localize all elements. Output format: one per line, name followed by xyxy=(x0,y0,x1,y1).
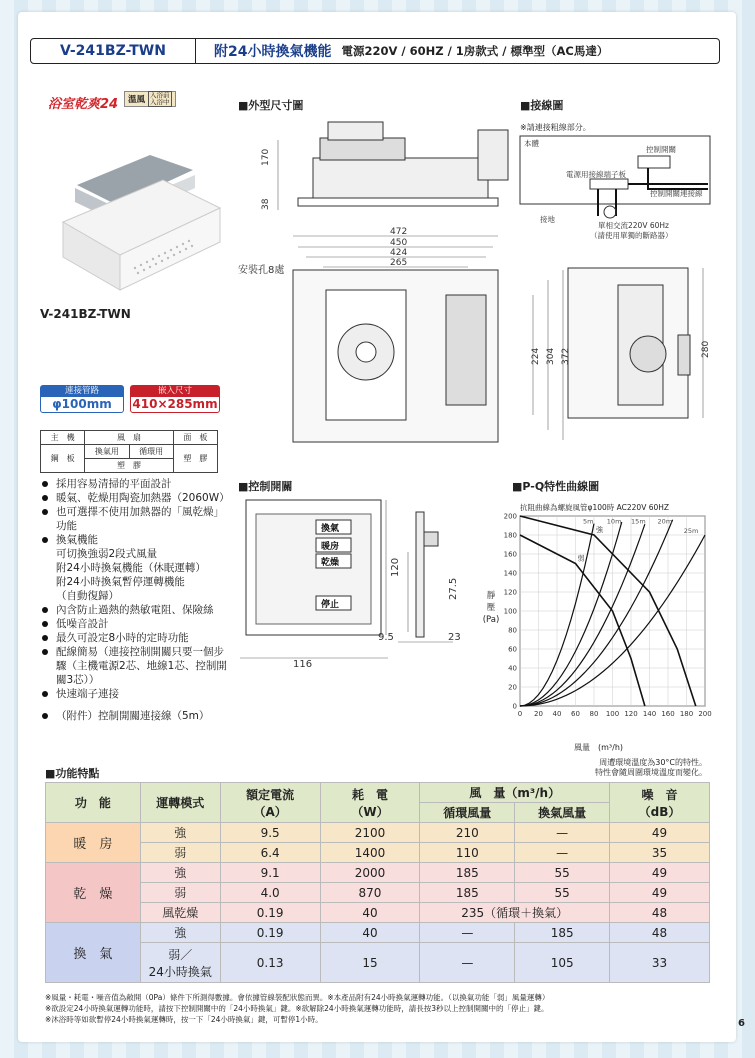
cell: 49 xyxy=(610,823,710,843)
x-tick-label: 60 xyxy=(571,710,580,718)
footnote: ※沐浴時等如欲暫停24小時換氣運轉時，按一下「24小時換氣」鍵，可暫停1小時。 xyxy=(45,1015,323,1024)
holes-label: 安裝孔8處 xyxy=(238,265,285,276)
dim-372: 372 xyxy=(561,347,571,365)
dim-38: 38 xyxy=(261,198,271,210)
product-label: V-241BZ-TWN xyxy=(40,307,131,321)
dim-424: 424 xyxy=(390,248,408,258)
cell: 870 xyxy=(320,883,420,903)
y-tick-label: 20 xyxy=(508,683,517,692)
wiring-terminal: 電源用接線端子板 xyxy=(566,170,626,179)
brand-logo: 浴室乾爽24 xyxy=(48,97,119,112)
wiring-power1: 單相交流220V 60Hz xyxy=(598,221,669,230)
group-vent: 換 氣 xyxy=(46,923,141,983)
tag-warm: 溫風 xyxy=(128,95,146,105)
dim-224: 224 xyxy=(531,347,541,365)
dim-170: 170 xyxy=(261,148,271,166)
wiring-diagram xyxy=(518,134,716,244)
hdr-mode: 運轉模式 xyxy=(140,783,220,823)
note-line: 周遭環境溫度為30°C的特性。 xyxy=(599,758,707,767)
list-item: 附24小時換氣機能（休眠運轉） xyxy=(56,562,206,574)
wiring-body: 本體 xyxy=(524,139,539,148)
cell: 循環用 xyxy=(129,445,173,459)
x-tick-label: 120 xyxy=(624,710,638,718)
x-tick-label: 160 xyxy=(661,710,675,718)
title-bar xyxy=(30,38,720,64)
dim-304: 304 xyxy=(546,347,556,365)
cell: 面 板 xyxy=(173,431,217,445)
x-tick-label: 40 xyxy=(552,710,562,718)
pq-xlabel: 風量 (m³/h) xyxy=(574,743,624,752)
btn-stop: 停止 xyxy=(321,600,340,610)
cell: 210 xyxy=(420,823,515,843)
cell: 185 xyxy=(420,883,515,903)
cell: — xyxy=(420,943,515,983)
x-tick-label: 140 xyxy=(642,710,657,718)
wiring-title: ■接線圖 xyxy=(520,99,564,112)
duct-length-label: 20m xyxy=(657,517,673,526)
note-line: 特性會隨周圍環境溫度而變化。 xyxy=(595,768,707,777)
hdr-text: 噪 音 xyxy=(641,787,678,802)
cell: 48 xyxy=(610,903,710,923)
x-tick-label: 100 xyxy=(605,710,620,718)
group-dry: 乾 燥 xyxy=(46,863,141,923)
cell: 塑 膠 xyxy=(173,445,217,473)
table-row xyxy=(46,943,710,983)
list-item: 內含防止過熱的熱敏電阻、保險絲 xyxy=(40,603,240,617)
table-row xyxy=(46,923,710,943)
hdr-noise xyxy=(610,783,710,823)
footnotes xyxy=(45,992,705,1025)
x-tick-label: 0 xyxy=(517,710,523,718)
cell: 185 xyxy=(420,863,515,883)
ylabel-part: 靜 xyxy=(486,591,496,601)
cell: — xyxy=(420,923,515,943)
y-tick-label: 200 xyxy=(503,512,517,521)
list-item: 配線簡易（連接控制開關只要一個步 xyxy=(40,645,240,659)
embed-value: 410×285mm xyxy=(132,397,218,411)
cell: 1400 xyxy=(320,843,420,863)
pq-ylabel xyxy=(480,590,502,626)
x-tick-label: 180 xyxy=(679,710,694,718)
embed-label: 嵌入尺寸 xyxy=(131,386,219,397)
pq-chart xyxy=(500,508,710,738)
list-item: （自動復歸） xyxy=(56,590,119,602)
list-item: 低噪音設計 xyxy=(40,617,240,631)
hdr-power xyxy=(320,783,420,823)
mode-line: 弱／ xyxy=(168,947,193,962)
list-item: 可切換強弱2段式風量 xyxy=(56,548,158,560)
y-tick-label: 140 xyxy=(503,569,517,578)
product-image xyxy=(55,130,225,300)
y-tick-label: 120 xyxy=(503,588,517,597)
cell: 風 扇 xyxy=(85,431,174,445)
hdr-vent: 換氣風量 xyxy=(515,803,610,823)
group-heat: 暖 房 xyxy=(46,823,141,863)
list-item: 功能 xyxy=(56,520,77,532)
cell: 9.1 xyxy=(220,863,320,883)
dim-280: 280 xyxy=(701,340,711,358)
hdr-text: 額定電流 xyxy=(246,787,295,802)
cell: 鋼 板 xyxy=(41,445,85,473)
hdr-unit: （A） xyxy=(253,804,287,819)
btn-heat: 暖房 xyxy=(321,542,340,552)
model-title: V-241BZ-TWN xyxy=(31,39,196,63)
cell: 強 xyxy=(140,923,220,943)
cell: 49 xyxy=(610,883,710,903)
cell: 49 xyxy=(610,863,710,883)
wiring-power2: （請使用單獨的斷路器） xyxy=(590,231,673,240)
series-label: 弱 xyxy=(577,554,585,563)
embed-badge xyxy=(130,385,220,413)
cell: 40 xyxy=(320,903,420,923)
footnote: ※風量・耗電・噪音值為敞開（0Pa）條件下所測得數據。會依據管線裝配狀態而異。※本產品附有24小時換氣運轉功能。（以換氣功能「弱」風量運轉） xyxy=(45,993,550,1002)
table-row xyxy=(46,843,710,863)
wiring-cable: 控制開關連接線 xyxy=(650,189,703,198)
cell: 33 xyxy=(610,943,710,983)
hdr-circ: 循環風量 xyxy=(420,803,515,823)
cell: 強 xyxy=(140,823,220,843)
cell: 9.5 xyxy=(220,823,320,843)
dim-450: 450 xyxy=(390,238,408,248)
cell: 0.19 xyxy=(220,923,320,943)
cell: 235（循環＋換氣） xyxy=(420,903,610,923)
hdr-func: 功 能 xyxy=(46,783,141,823)
hdr-text: 耗 電 xyxy=(351,787,388,802)
hdr-unit: （W） xyxy=(351,804,389,819)
dim-9-5: 9.5 xyxy=(378,632,394,643)
y-tick-label: 80 xyxy=(508,626,517,635)
y-tick-label: 0 xyxy=(512,702,517,711)
wiring-ground: 接地 xyxy=(540,215,555,224)
cell: 塑 膠 xyxy=(85,459,174,473)
series-label: 強 xyxy=(596,526,603,534)
list-item: 採用容易清掃的平面設計 xyxy=(40,477,240,491)
duct-length-label: 25m xyxy=(683,527,699,535)
cell: 48 xyxy=(610,923,710,943)
functions-note xyxy=(595,758,707,778)
cell: 110 xyxy=(420,843,515,863)
btn-vent: 換氣 xyxy=(321,524,340,534)
cell: 2100 xyxy=(320,823,420,843)
control-drawing xyxy=(238,492,498,672)
y-tick-label: 180 xyxy=(503,531,517,540)
page-number: 6 xyxy=(738,1018,745,1029)
cell: 35 xyxy=(610,843,710,863)
y-tick-label: 100 xyxy=(503,607,517,616)
feature-list xyxy=(40,477,240,723)
cell: 185 xyxy=(515,923,610,943)
footnote: ※欲設定24小時換氣運轉功能時，請按下控制開關中的「24小時換氣」鍵。※欲解除24小時換氣運轉功能時，請長按3秒以上控制開關中的「停止」鍵。 xyxy=(45,1004,549,1013)
outline-title: ■外型尺寸圖 xyxy=(238,99,304,112)
cell: 弱 xyxy=(140,843,220,863)
dim-120: 120 xyxy=(390,557,401,577)
table-row xyxy=(46,863,710,883)
wiring-switch: 控制開關 xyxy=(646,145,676,154)
duct-length-label: 15m xyxy=(631,517,646,526)
cell: — xyxy=(515,823,610,843)
cell: 105 xyxy=(515,943,610,983)
dim-472: 472 xyxy=(390,227,408,237)
cell xyxy=(140,943,220,983)
hdr-unit: （dB） xyxy=(638,804,681,819)
control-title: ■控制開關 xyxy=(238,480,293,493)
connect-label: 連接管路 xyxy=(41,386,123,397)
list-item: 也可選擇不使用加熱器的「風乾燥」 xyxy=(40,505,240,519)
btn-dry: 乾燥 xyxy=(321,558,340,568)
cell: 0.13 xyxy=(220,943,320,983)
functions-table xyxy=(45,782,710,983)
duct-length-label: 10m xyxy=(606,517,622,526)
ylabel-part: 壓 xyxy=(486,603,496,613)
mode-line: 24小時換氣 xyxy=(148,964,212,979)
table-row xyxy=(46,903,710,923)
list-item: 驟（主機電源2芯、地線1芯、控制開 xyxy=(56,660,227,672)
dim-116: 116 xyxy=(293,659,313,670)
cell: 15 xyxy=(320,943,420,983)
list-item: 最久可設定8小時的定時功能 xyxy=(40,631,240,645)
table-row xyxy=(46,883,710,903)
dim-23: 23 xyxy=(448,632,461,643)
list-item: 附24小時換氣暫停運轉機能 xyxy=(56,576,185,588)
hdr-current xyxy=(220,783,320,823)
cell: 55 xyxy=(515,883,610,903)
cell: 風乾燥 xyxy=(140,903,220,923)
cell: 4.0 xyxy=(220,883,320,903)
cell: 6.4 xyxy=(220,843,320,863)
cell: 強 xyxy=(140,863,220,883)
cell: 換氣用 xyxy=(85,445,129,459)
mode-tag xyxy=(124,91,176,107)
pq-subtitle: 抗阻曲線為螺旋風管φ100時 AC220V 60HZ xyxy=(520,503,670,512)
cell: 55 xyxy=(515,863,610,883)
y-tick-label: 160 xyxy=(503,550,517,559)
x-tick-label: 80 xyxy=(589,710,599,718)
spec-text: 電源220V / 60HZ / 1房款式 / 標準型（AC馬達） xyxy=(341,44,609,58)
list-item: 快速端子連接 xyxy=(40,687,240,701)
tag-during: 入浴中 xyxy=(150,98,170,106)
list-item: 換氣機能 xyxy=(40,533,240,547)
cell: 0.19 xyxy=(220,903,320,923)
list-item: 關3芯）） xyxy=(56,674,100,686)
hdr-flow: 風 量（m³/h） xyxy=(420,783,610,803)
cell: 弱 xyxy=(140,883,220,903)
tag-before: 入浴前 xyxy=(150,91,170,99)
feature-title: 附24小時換氣機能 xyxy=(214,44,332,60)
cell: 2000 xyxy=(320,863,420,883)
x-tick-label: 20 xyxy=(534,710,543,718)
ylabel-part: (Pa) xyxy=(482,615,500,625)
table-row xyxy=(46,823,710,843)
connect-value: φ100mm xyxy=(52,397,112,411)
cell: — xyxy=(515,843,610,863)
wiring-note: ※請連接粗線部分。 xyxy=(520,123,591,132)
dim-265: 265 xyxy=(390,258,408,268)
y-tick-label: 40 xyxy=(508,664,517,673)
material-table xyxy=(40,430,218,473)
cell: 主 機 xyxy=(41,431,85,445)
x-tick-label: 200 xyxy=(698,710,712,718)
list-item: （附件）控制開關連接線（5m） xyxy=(40,709,240,723)
connect-badge xyxy=(40,385,124,413)
dim-27-5: 27.5 xyxy=(448,577,459,600)
cell: 40 xyxy=(320,923,420,943)
list-item: 暖氣、乾燥用陶瓷加熱器（2060W） xyxy=(40,491,240,505)
functions-title: ■功能特點 xyxy=(45,767,100,780)
y-tick-label: 60 xyxy=(508,645,517,654)
pq-title: ■P-Q特性曲線圖 xyxy=(512,480,600,493)
duct-length-label: 5m xyxy=(583,517,594,526)
